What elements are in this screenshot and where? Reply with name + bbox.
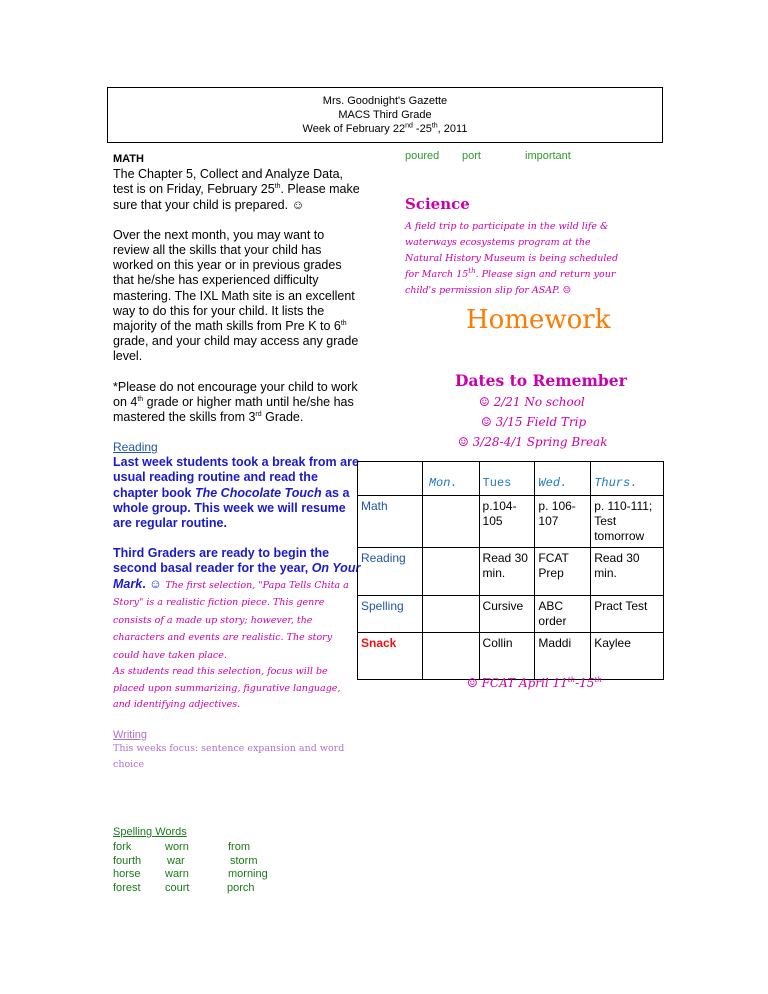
subject-cell: Spelling [358,596,423,633]
table-cell: p. 106-107 [535,496,591,548]
gazette-header [107,87,663,143]
gazette-title: Mrs. Goodnight's Gazette [322,95,448,107]
spelling-word: court [165,881,190,894]
writing-text: This weeks focus: sentence expansion and word choice [113,743,345,770]
table-row [358,633,664,680]
spelling-word: forest [113,881,141,894]
science-text: A field trip to participate in the wild life & waterways ecosystems program at the Natural History Museum is being scheduled for March 15th. Please sign and return your child's permission slip for ASAP. ☺ [405,221,619,296]
spelling-word-list-continued [405,150,605,166]
writing-section [113,729,353,772]
homework-table [357,461,664,680]
day-header: Mon. [422,462,479,496]
table-row [358,596,664,633]
table-row [358,548,664,596]
spelling-word: from [228,841,250,853]
day-header: Tues [479,462,535,496]
spelling-word: fourth [113,854,142,867]
spelling-word: poured [405,150,440,162]
dates-title: Dates to Remember [455,371,627,390]
subject-cell: Reading [358,548,423,596]
spelling-word: war [167,854,185,867]
table-cell: Kaylee [591,633,664,680]
table-cell: Maddi [535,633,591,680]
table-cell [422,633,479,680]
spelling-word: worn [165,841,189,853]
math-paragraph-3: *Please do not encourage your child to work on 4th grade or higher math until he/she has mastered the skills from 3rd Grade. [113,379,358,425]
table-cell [422,596,479,633]
math-heading: MATH [113,153,144,165]
table-cell: Collin [479,633,535,680]
spelling-word: fork [113,841,132,853]
table-cell: p.104-105 [479,496,535,548]
math-section [113,152,363,425]
subject-cell: Math [358,496,423,548]
math-paragraph-1: The Chapter 5, Collect and Analyze Data, test is on Friday, February 25th. Please make sure that your child is prepared. ☺ [113,167,360,212]
gazette-week: Week of February 22nd -25th, 2011 [302,122,468,135]
table-corner-cell [358,462,423,496]
science-title: Science [405,195,470,213]
reading-paragraph-2: Third Graders are ready to begin the second basal reader for the year, On Your Mark. ☺ The first selection, "Papa Tells Chita a Story" is a realistic fiction piece. This genre consists of a made up story; however, the characters and events are realistic. The story could have taken place. [113,546,361,661]
day-header: Wed. [535,462,591,496]
table-cell: Read 30 min. [591,548,664,596]
spelling-word-list [113,841,313,901]
table-cell [422,496,479,548]
spelling-word: important [525,150,571,162]
reading-title: Reading [113,440,158,454]
spelling-title: Spelling Words [113,826,187,838]
table-cell: FCAT Prep [535,548,591,596]
table-row [358,496,664,548]
fcat-date: ☺ FCAT April 11th-15th [467,676,602,690]
day-header: Thurs. [591,462,664,496]
gazette-subtitle: MACS Third Grade [338,109,432,121]
spelling-word: port [462,150,481,162]
date-item: ☺ 3/28-4/1 Spring Break [458,435,608,449]
math-paragraph-2: Over the next month, you may want to review all the skills that your child has worked on this year or in previous grades that he/she has experienced difficulty mastering. The IXL Math site is an excellent way to do this for your child. It lists the majority of the math skills from Pre K to 6th grade, and your child may access any grade level. [113,227,359,364]
spelling-word: storm [230,854,258,867]
date-item: ☺ 3/15 Field Trip [481,415,587,429]
spelling-word: warn [165,868,189,880]
table-cell: Pract Test [591,596,664,633]
table-cell: Read 30 min. [479,548,535,596]
table-cell: p. 110-111; Test tomorrow [591,496,664,548]
table-header-row [358,462,664,496]
table-cell [422,548,479,596]
subject-cell: Snack [358,633,423,680]
reading-section [113,440,361,714]
table-cell: ABC order [535,596,591,633]
spelling-word: horse [113,868,141,880]
table-cell: Cursive [479,596,535,633]
reading-paragraph-1: Last week students took a break from are usual reading routine and read the chapter book The Chocolate Touch as a whole group. This week we will resume are regular routine. [113,455,359,531]
date-item: ☺ 2/21 No school [479,395,585,409]
spelling-word: porch [227,881,255,894]
homework-title: Homework [466,305,611,335]
spelling-word: morning [228,868,268,880]
reading-paragraph-3: As students read this selection, focus will be placed upon summarizing, figurative language, and identifying adjectives. [113,666,341,711]
writing-title: Writing [113,729,148,741]
